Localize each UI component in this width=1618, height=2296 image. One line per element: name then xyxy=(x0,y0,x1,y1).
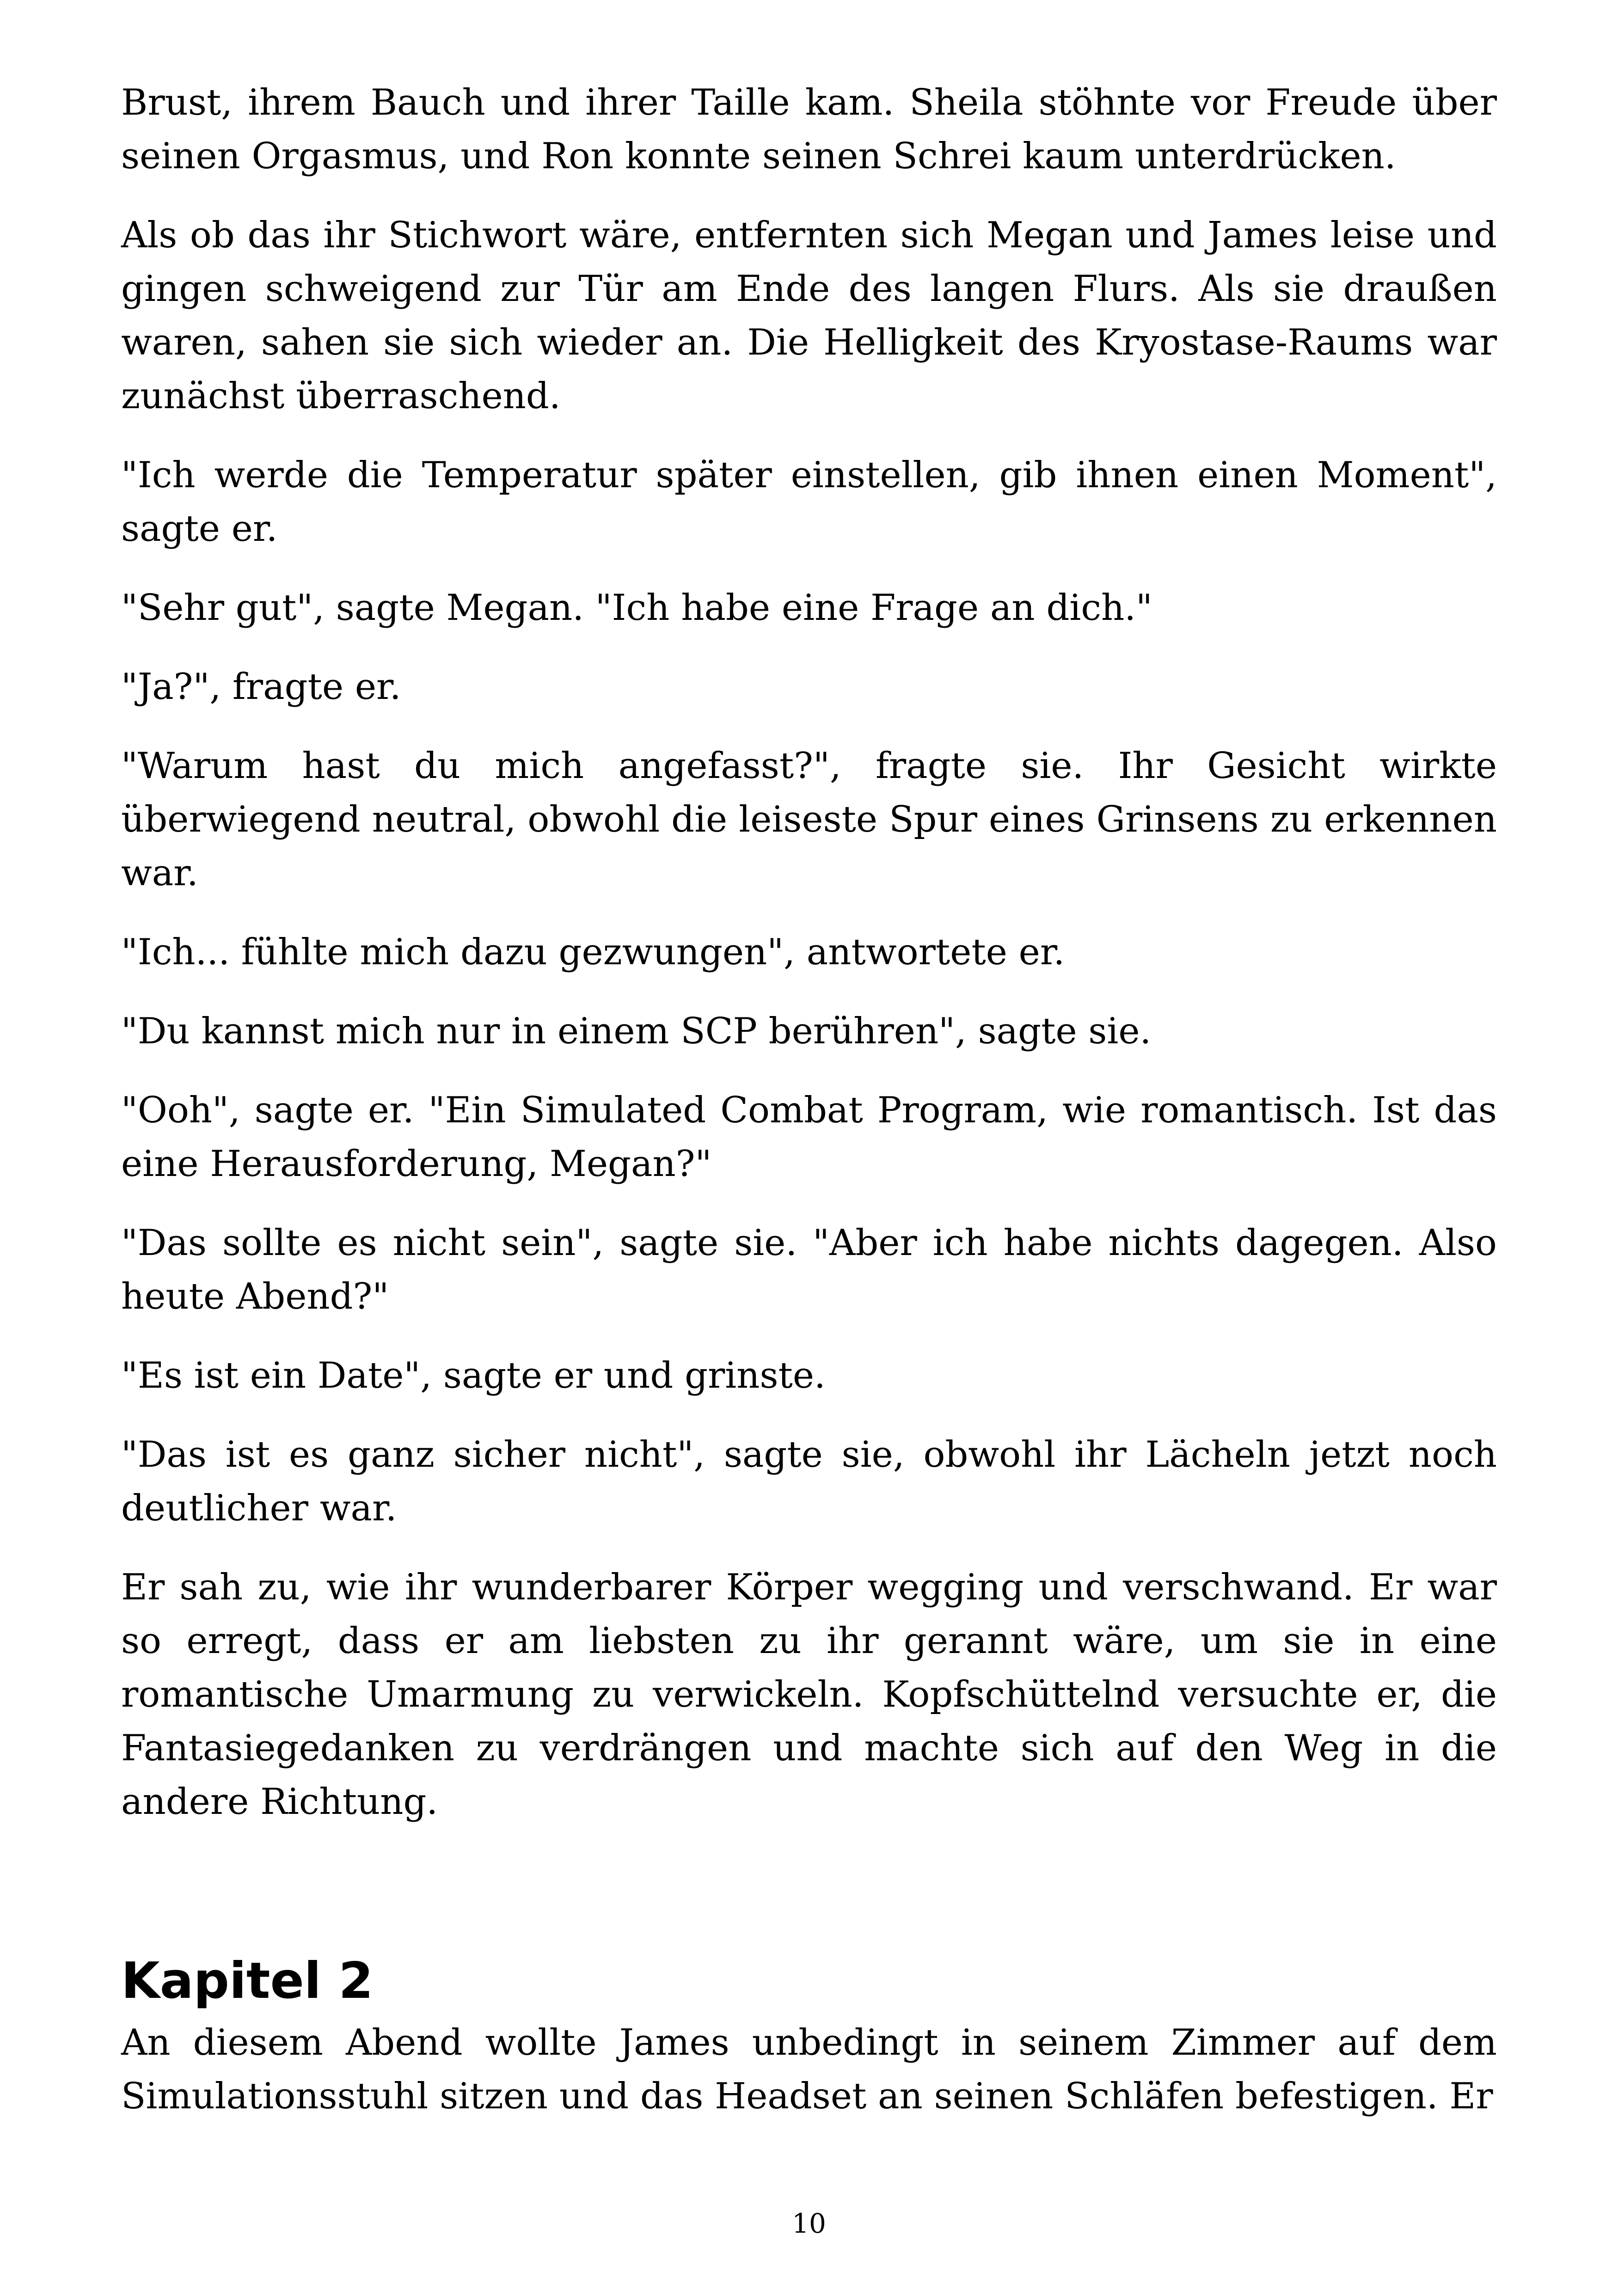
paragraph: "Ich werde die Temperatur später einstellen, gib ihnen einen Moment", sagte er. xyxy=(121,454,1497,550)
paragraph: "Das ist es ganz sicher nicht", sagte sie, obwohl ihr Lächeln jetzt noch deutlicher war. xyxy=(121,1434,1497,1529)
paragraph: "Ich... fühlte mich dazu gezwungen", antwortete er. xyxy=(121,931,1065,973)
chapter-first-paragraph: An diesem Abend wollte James unbedingt in seinem Zimmer auf dem Simulationsstuhl sitzen und das Headset an seinen Schläfen befestigen. Er xyxy=(121,2022,1497,2117)
paragraph: "Sehr gut", sagte Megan. "Ich habe eine Frage an dich." xyxy=(121,587,1152,629)
paragraph: "Es ist ein Date", sagte er und grinste. xyxy=(121,1355,826,1396)
chapter-spacer xyxy=(121,1854,1497,1947)
paragraph: "Ooh", sagte er. "Ein Simulated Combat Program, wie romantisch. Ist das eine Herausforderung, Megan?" xyxy=(121,1090,1497,1185)
chapter-heading: Kapitel 2 xyxy=(121,1952,374,2010)
paragraph: Brust, ihrem Bauch und ihrer Taille kam. Sheila stöhnte vor Freude über seinen Orgasmus, und Ron konnte seinen Schrei kaum unterdrücken. xyxy=(121,82,1497,177)
paragraph: "Das sollte es nicht sein", sagte sie. "Aber ich habe nichts dagegen. Also heute Abend?" xyxy=(121,1222,1497,1317)
page-body xyxy=(121,76,1497,2149)
paragraph: "Ja?", fragte er. xyxy=(121,666,401,708)
paragraph: Als ob das ihr Stichwort wäre, entfernten sich Megan und James leise und gingen schweigend zur Tür am Ende des langen Flurs. Als sie draußen waren, sahen sie sich wieder an. Die Helligkeit des Kryostase-Raums war zunächst überraschend. xyxy=(121,214,1497,417)
paragraph: Er sah zu, wie ihr wunderbarer Körper wegging und verschwand. Er war so erregt, dass er am liebsten zu ihr gerannt wäre, um sie in eine romantische Umarmung zu verwickeln. Kopfschüttelnd versuchte er, die Fantasiegedanken zu verdrängen und machte sich auf den Weg in die andere Richtung. xyxy=(121,1567,1497,1823)
paragraph: "Du kannst mich nur in einem SCP berühren", sagte sie. xyxy=(121,1010,1152,1052)
page-number: 10 xyxy=(792,2208,826,2239)
paragraph: "Warum hast du mich angefasst?", fragte sie. Ihr Gesicht wirkte überwiegend neutral, obwohl die leiseste Spur eines Grinsens zu erkennen war. xyxy=(121,745,1497,894)
